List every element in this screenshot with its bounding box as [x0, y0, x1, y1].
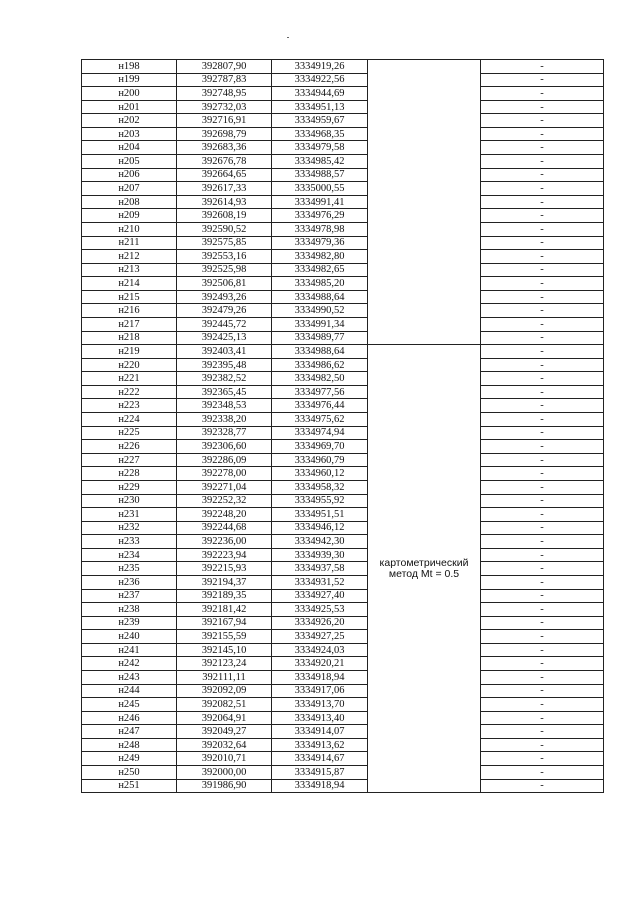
dash-cell: - [481, 426, 604, 440]
y-coordinate-cell: 3334926,20 [272, 616, 368, 630]
dash-cell: - [481, 277, 604, 291]
point-id-cell: н206 [82, 168, 177, 182]
table-row [82, 358, 604, 372]
x-coordinate-cell: 392271,04 [177, 480, 272, 494]
dash-cell: - [481, 73, 604, 87]
table-row [82, 467, 604, 481]
y-coordinate-cell: 3334946,12 [272, 521, 368, 535]
table-row [82, 616, 604, 630]
point-id-cell: н220 [82, 358, 177, 372]
y-coordinate-cell: 3334982,50 [272, 372, 368, 386]
y-coordinate-cell: 3334960,79 [272, 453, 368, 467]
table-row [82, 372, 604, 386]
y-coordinate-cell: 3334937,58 [272, 562, 368, 576]
dash-cell: - [481, 738, 604, 752]
table-row [82, 671, 604, 685]
x-coordinate-cell: 392479,26 [177, 304, 272, 318]
point-id-cell: н214 [82, 277, 177, 291]
dash-cell: - [481, 413, 604, 427]
table-row [82, 440, 604, 454]
x-coordinate-cell: 392223,94 [177, 548, 272, 562]
table-row [82, 73, 604, 87]
table-row [82, 562, 604, 576]
point-id-cell: н225 [82, 426, 177, 440]
x-coordinate-cell: 392064,91 [177, 711, 272, 725]
y-coordinate-cell: 3334955,92 [272, 494, 368, 508]
x-coordinate-cell: 392155,59 [177, 630, 272, 644]
y-coordinate-cell: 3334942,30 [272, 535, 368, 549]
point-id-cell: н215 [82, 290, 177, 304]
dash-cell: - [481, 345, 604, 359]
table-row [82, 535, 604, 549]
table-row [82, 508, 604, 522]
dash-cell: - [481, 114, 604, 128]
y-coordinate-cell: 3334917,06 [272, 684, 368, 698]
x-coordinate-cell: 392365,45 [177, 385, 272, 399]
y-coordinate-cell: 3334960,12 [272, 467, 368, 481]
y-coordinate-cell: 3334918,94 [272, 671, 368, 685]
dash-cell: - [481, 236, 604, 250]
dash-cell: - [481, 508, 604, 522]
y-coordinate-cell: 3334988,64 [272, 345, 368, 359]
y-coordinate-cell: 3334985,20 [272, 277, 368, 291]
x-coordinate-cell: 392748,95 [177, 87, 272, 101]
point-id-cell: н230 [82, 494, 177, 508]
y-coordinate-cell: 3334951,13 [272, 100, 368, 114]
dash-cell: - [481, 725, 604, 739]
dash-cell: - [481, 711, 604, 725]
x-coordinate-cell: 392807,90 [177, 60, 272, 74]
point-id-cell: н234 [82, 548, 177, 562]
table-row [82, 684, 604, 698]
table-row [82, 155, 604, 169]
point-id-cell: н231 [82, 508, 177, 522]
method-cell [368, 345, 481, 793]
x-coordinate-cell: 392194,37 [177, 575, 272, 589]
table-row [82, 548, 604, 562]
point-id-cell: н233 [82, 535, 177, 549]
y-coordinate-cell: 3334991,34 [272, 317, 368, 331]
method-line-1: картометрический [379, 556, 469, 569]
point-id-cell: н210 [82, 222, 177, 236]
dash-cell: - [481, 779, 604, 793]
point-id-cell: н237 [82, 589, 177, 603]
x-coordinate-cell: 392664,65 [177, 168, 272, 182]
y-coordinate-cell: 3334968,35 [272, 127, 368, 141]
y-coordinate-cell: 3335000,55 [272, 182, 368, 196]
dash-cell: - [481, 521, 604, 535]
point-id-cell: н245 [82, 698, 177, 712]
y-coordinate-cell: 3334986,62 [272, 358, 368, 372]
x-coordinate-cell: 392614,93 [177, 195, 272, 209]
point-id-cell: н219 [82, 345, 177, 359]
y-coordinate-cell: 3334922,56 [272, 73, 368, 87]
dash-cell: - [481, 671, 604, 685]
table-row [82, 236, 604, 250]
point-id-cell: н202 [82, 114, 177, 128]
point-id-cell: н198 [82, 60, 177, 74]
x-coordinate-cell: 392525,98 [177, 263, 272, 277]
y-coordinate-cell: 3334978,98 [272, 222, 368, 236]
table-row [82, 168, 604, 182]
dash-cell: - [481, 548, 604, 562]
point-id-cell: н212 [82, 250, 177, 264]
point-id-cell: н217 [82, 317, 177, 331]
x-coordinate-cell: 392032,64 [177, 738, 272, 752]
x-coordinate-cell: 392215,93 [177, 562, 272, 576]
y-coordinate-cell: 3334939,30 [272, 548, 368, 562]
dash-cell: - [481, 467, 604, 481]
point-id-cell: н238 [82, 603, 177, 617]
x-coordinate-cell: 392010,71 [177, 752, 272, 766]
table-row [82, 345, 604, 359]
table-row [82, 385, 604, 399]
point-id-cell: н222 [82, 385, 177, 399]
y-coordinate-cell: 3334988,57 [272, 168, 368, 182]
dash-cell: - [481, 480, 604, 494]
x-coordinate-cell: 392403,41 [177, 345, 272, 359]
point-id-cell: н250 [82, 766, 177, 780]
x-coordinate-cell: 392787,83 [177, 73, 272, 87]
dash-cell: - [481, 589, 604, 603]
point-id-cell: н236 [82, 575, 177, 589]
table-row [82, 222, 604, 236]
x-coordinate-cell: 392000,00 [177, 766, 272, 780]
dash-cell: - [481, 616, 604, 630]
y-coordinate-cell: 3334959,67 [272, 114, 368, 128]
point-id-cell: н239 [82, 616, 177, 630]
y-coordinate-cell: 3334931,52 [272, 575, 368, 589]
table-row [82, 263, 604, 277]
coordinates-table [81, 59, 604, 793]
x-coordinate-cell: 392244,68 [177, 521, 272, 535]
dash-cell: - [481, 643, 604, 657]
table-row [82, 725, 604, 739]
table-row [82, 60, 604, 74]
x-coordinate-cell: 392732,03 [177, 100, 272, 114]
x-coordinate-cell: 392338,20 [177, 413, 272, 427]
x-coordinate-cell: 392553,16 [177, 250, 272, 264]
x-coordinate-cell: 392189,35 [177, 589, 272, 603]
dash-cell: - [481, 575, 604, 589]
table-row [82, 277, 604, 291]
y-coordinate-cell: 3334969,70 [272, 440, 368, 454]
point-id-cell: н211 [82, 236, 177, 250]
x-coordinate-cell: 392167,94 [177, 616, 272, 630]
dash-cell: - [481, 60, 604, 74]
point-id-cell: н227 [82, 453, 177, 467]
table-row [82, 521, 604, 535]
dash-cell: - [481, 250, 604, 264]
point-id-cell: н199 [82, 73, 177, 87]
x-coordinate-cell: 392617,33 [177, 182, 272, 196]
y-coordinate-cell: 3334958,32 [272, 480, 368, 494]
x-coordinate-cell: 392683,36 [177, 141, 272, 155]
point-id-cell: н216 [82, 304, 177, 318]
table-row [82, 494, 604, 508]
x-coordinate-cell: 392082,51 [177, 698, 272, 712]
x-coordinate-cell: 392698,79 [177, 127, 272, 141]
dash-cell: - [481, 453, 604, 467]
y-coordinate-cell: 3334913,70 [272, 698, 368, 712]
dash-cell: - [481, 358, 604, 372]
table-row [82, 575, 604, 589]
dash-cell: - [481, 100, 604, 114]
point-id-cell: н208 [82, 195, 177, 209]
table-row [82, 752, 604, 766]
dash-cell: - [481, 440, 604, 454]
point-id-cell: н241 [82, 643, 177, 657]
y-coordinate-cell: 3334920,21 [272, 657, 368, 671]
table-row [82, 603, 604, 617]
table-row [82, 100, 604, 114]
dash-cell: - [481, 141, 604, 155]
x-coordinate-cell: 392328,77 [177, 426, 272, 440]
x-coordinate-cell: 392608,19 [177, 209, 272, 223]
point-id-cell: н224 [82, 413, 177, 427]
y-coordinate-cell: 3334982,80 [272, 250, 368, 264]
point-id-cell: н205 [82, 155, 177, 169]
dash-cell: - [481, 684, 604, 698]
dash-cell: - [481, 155, 604, 169]
y-coordinate-cell: 3334914,67 [272, 752, 368, 766]
table-row [82, 182, 604, 196]
dash-cell: - [481, 222, 604, 236]
y-coordinate-cell: 3334985,42 [272, 155, 368, 169]
y-coordinate-cell: 3334924,03 [272, 643, 368, 657]
table-row [82, 87, 604, 101]
table-row [82, 766, 604, 780]
point-id-cell: н251 [82, 779, 177, 793]
dash-cell: - [481, 127, 604, 141]
x-coordinate-cell: 391986,90 [177, 779, 272, 793]
x-coordinate-cell: 392506,81 [177, 277, 272, 291]
x-coordinate-cell: 392252,32 [177, 494, 272, 508]
x-coordinate-cell: 392445,72 [177, 317, 272, 331]
x-coordinate-cell: 392145,10 [177, 643, 272, 657]
point-id-cell: н218 [82, 331, 177, 345]
x-coordinate-cell: 392286,09 [177, 453, 272, 467]
table-row [82, 480, 604, 494]
point-id-cell: н221 [82, 372, 177, 386]
table-row [82, 209, 604, 223]
dash-cell: - [481, 195, 604, 209]
point-id-cell: н248 [82, 738, 177, 752]
point-id-cell: н213 [82, 263, 177, 277]
y-coordinate-cell: 3334913,62 [272, 738, 368, 752]
table-row [82, 413, 604, 427]
x-coordinate-cell: 392493,26 [177, 290, 272, 304]
y-coordinate-cell: 3334991,41 [272, 195, 368, 209]
point-id-cell: н247 [82, 725, 177, 739]
table-row [82, 114, 604, 128]
point-id-cell: н204 [82, 141, 177, 155]
point-id-cell: н201 [82, 100, 177, 114]
dash-cell: - [481, 657, 604, 671]
x-coordinate-cell: 392306,60 [177, 440, 272, 454]
point-id-cell: н242 [82, 657, 177, 671]
x-coordinate-cell: 392395,48 [177, 358, 272, 372]
x-coordinate-cell: 392575,85 [177, 236, 272, 250]
point-id-cell: н229 [82, 480, 177, 494]
y-coordinate-cell: 3334990,52 [272, 304, 368, 318]
y-coordinate-cell: 3334951,51 [272, 508, 368, 522]
table-row [82, 426, 604, 440]
dash-cell: - [481, 331, 604, 345]
dash-cell: - [481, 752, 604, 766]
table-row [82, 317, 604, 331]
table-row [82, 589, 604, 603]
table-row [82, 657, 604, 671]
point-id-cell: н223 [82, 399, 177, 413]
dash-cell: - [481, 766, 604, 780]
table-row [82, 643, 604, 657]
point-id-cell: н200 [82, 87, 177, 101]
dash-cell: - [481, 630, 604, 644]
x-coordinate-cell: 392123,24 [177, 657, 272, 671]
dash-cell: - [481, 87, 604, 101]
table-row [82, 141, 604, 155]
y-coordinate-cell: 3334975,62 [272, 413, 368, 427]
y-coordinate-cell: 3334919,26 [272, 60, 368, 74]
y-coordinate-cell: 3334979,58 [272, 141, 368, 155]
y-coordinate-cell: 3334918,94 [272, 779, 368, 793]
x-coordinate-cell: 392278,00 [177, 467, 272, 481]
dash-cell: - [481, 535, 604, 549]
dash-cell: - [481, 494, 604, 508]
method-cell-empty [368, 60, 481, 345]
y-coordinate-cell: 3334988,64 [272, 290, 368, 304]
x-coordinate-cell: 392181,42 [177, 603, 272, 617]
dash-cell: - [481, 372, 604, 386]
table-row [82, 630, 604, 644]
y-coordinate-cell: 3334915,87 [272, 766, 368, 780]
table-row [82, 738, 604, 752]
table-row [82, 250, 604, 264]
x-coordinate-cell: 392716,91 [177, 114, 272, 128]
y-coordinate-cell: 3334989,77 [272, 331, 368, 345]
y-coordinate-cell: 3334976,44 [272, 399, 368, 413]
dash-cell: - [481, 317, 604, 331]
point-id-cell: н246 [82, 711, 177, 725]
y-coordinate-cell: 3334944,69 [272, 87, 368, 101]
table-row [82, 195, 604, 209]
y-coordinate-cell: 3334976,29 [272, 209, 368, 223]
x-coordinate-cell: 392092,09 [177, 684, 272, 698]
scan-mark [287, 37, 289, 38]
point-id-cell: н232 [82, 521, 177, 535]
x-coordinate-cell: 392248,20 [177, 508, 272, 522]
point-id-cell: н249 [82, 752, 177, 766]
y-coordinate-cell: 3334927,25 [272, 630, 368, 644]
x-coordinate-cell: 392382,52 [177, 372, 272, 386]
x-coordinate-cell: 392590,52 [177, 222, 272, 236]
point-id-cell: н226 [82, 440, 177, 454]
point-id-cell: н244 [82, 684, 177, 698]
x-coordinate-cell: 392425,13 [177, 331, 272, 345]
y-coordinate-cell: 3334977,56 [272, 385, 368, 399]
point-id-cell: н203 [82, 127, 177, 141]
dash-cell: - [481, 209, 604, 223]
point-id-cell: н228 [82, 467, 177, 481]
dash-cell: - [481, 399, 604, 413]
y-coordinate-cell: 3334982,65 [272, 263, 368, 277]
y-coordinate-cell: 3334979,36 [272, 236, 368, 250]
point-id-cell: н243 [82, 671, 177, 685]
table-row [82, 399, 604, 413]
dash-cell: - [481, 562, 604, 576]
table-row [82, 779, 604, 793]
point-id-cell: н209 [82, 209, 177, 223]
x-coordinate-cell: 392236,00 [177, 535, 272, 549]
x-coordinate-cell: 392348,53 [177, 399, 272, 413]
dash-cell: - [481, 182, 604, 196]
x-coordinate-cell: 392676,78 [177, 155, 272, 169]
y-coordinate-cell: 3334925,53 [272, 603, 368, 617]
y-coordinate-cell: 3334974,94 [272, 426, 368, 440]
dash-cell: - [481, 603, 604, 617]
x-coordinate-cell: 392049,27 [177, 725, 272, 739]
y-coordinate-cell: 3334914,07 [272, 725, 368, 739]
y-coordinate-cell: 3334913,40 [272, 711, 368, 725]
point-id-cell: н207 [82, 182, 177, 196]
table-row [82, 698, 604, 712]
dash-cell: - [481, 385, 604, 399]
coordinates-table-body [82, 60, 604, 793]
dash-cell: - [481, 168, 604, 182]
dash-cell: - [481, 290, 604, 304]
table-row [82, 711, 604, 725]
method-line-2: метод Mt = 0.5 [388, 567, 460, 580]
table-row [82, 331, 604, 345]
table-row [82, 127, 604, 141]
table-row [82, 453, 604, 467]
table-row [82, 290, 604, 304]
y-coordinate-cell: 3334927,40 [272, 589, 368, 603]
table-row [82, 304, 604, 318]
dash-cell: - [481, 304, 604, 318]
x-coordinate-cell: 392111,11 [177, 671, 272, 685]
point-id-cell: н240 [82, 630, 177, 644]
point-id-cell: н235 [82, 562, 177, 576]
dash-cell: - [481, 263, 604, 277]
dash-cell: - [481, 698, 604, 712]
